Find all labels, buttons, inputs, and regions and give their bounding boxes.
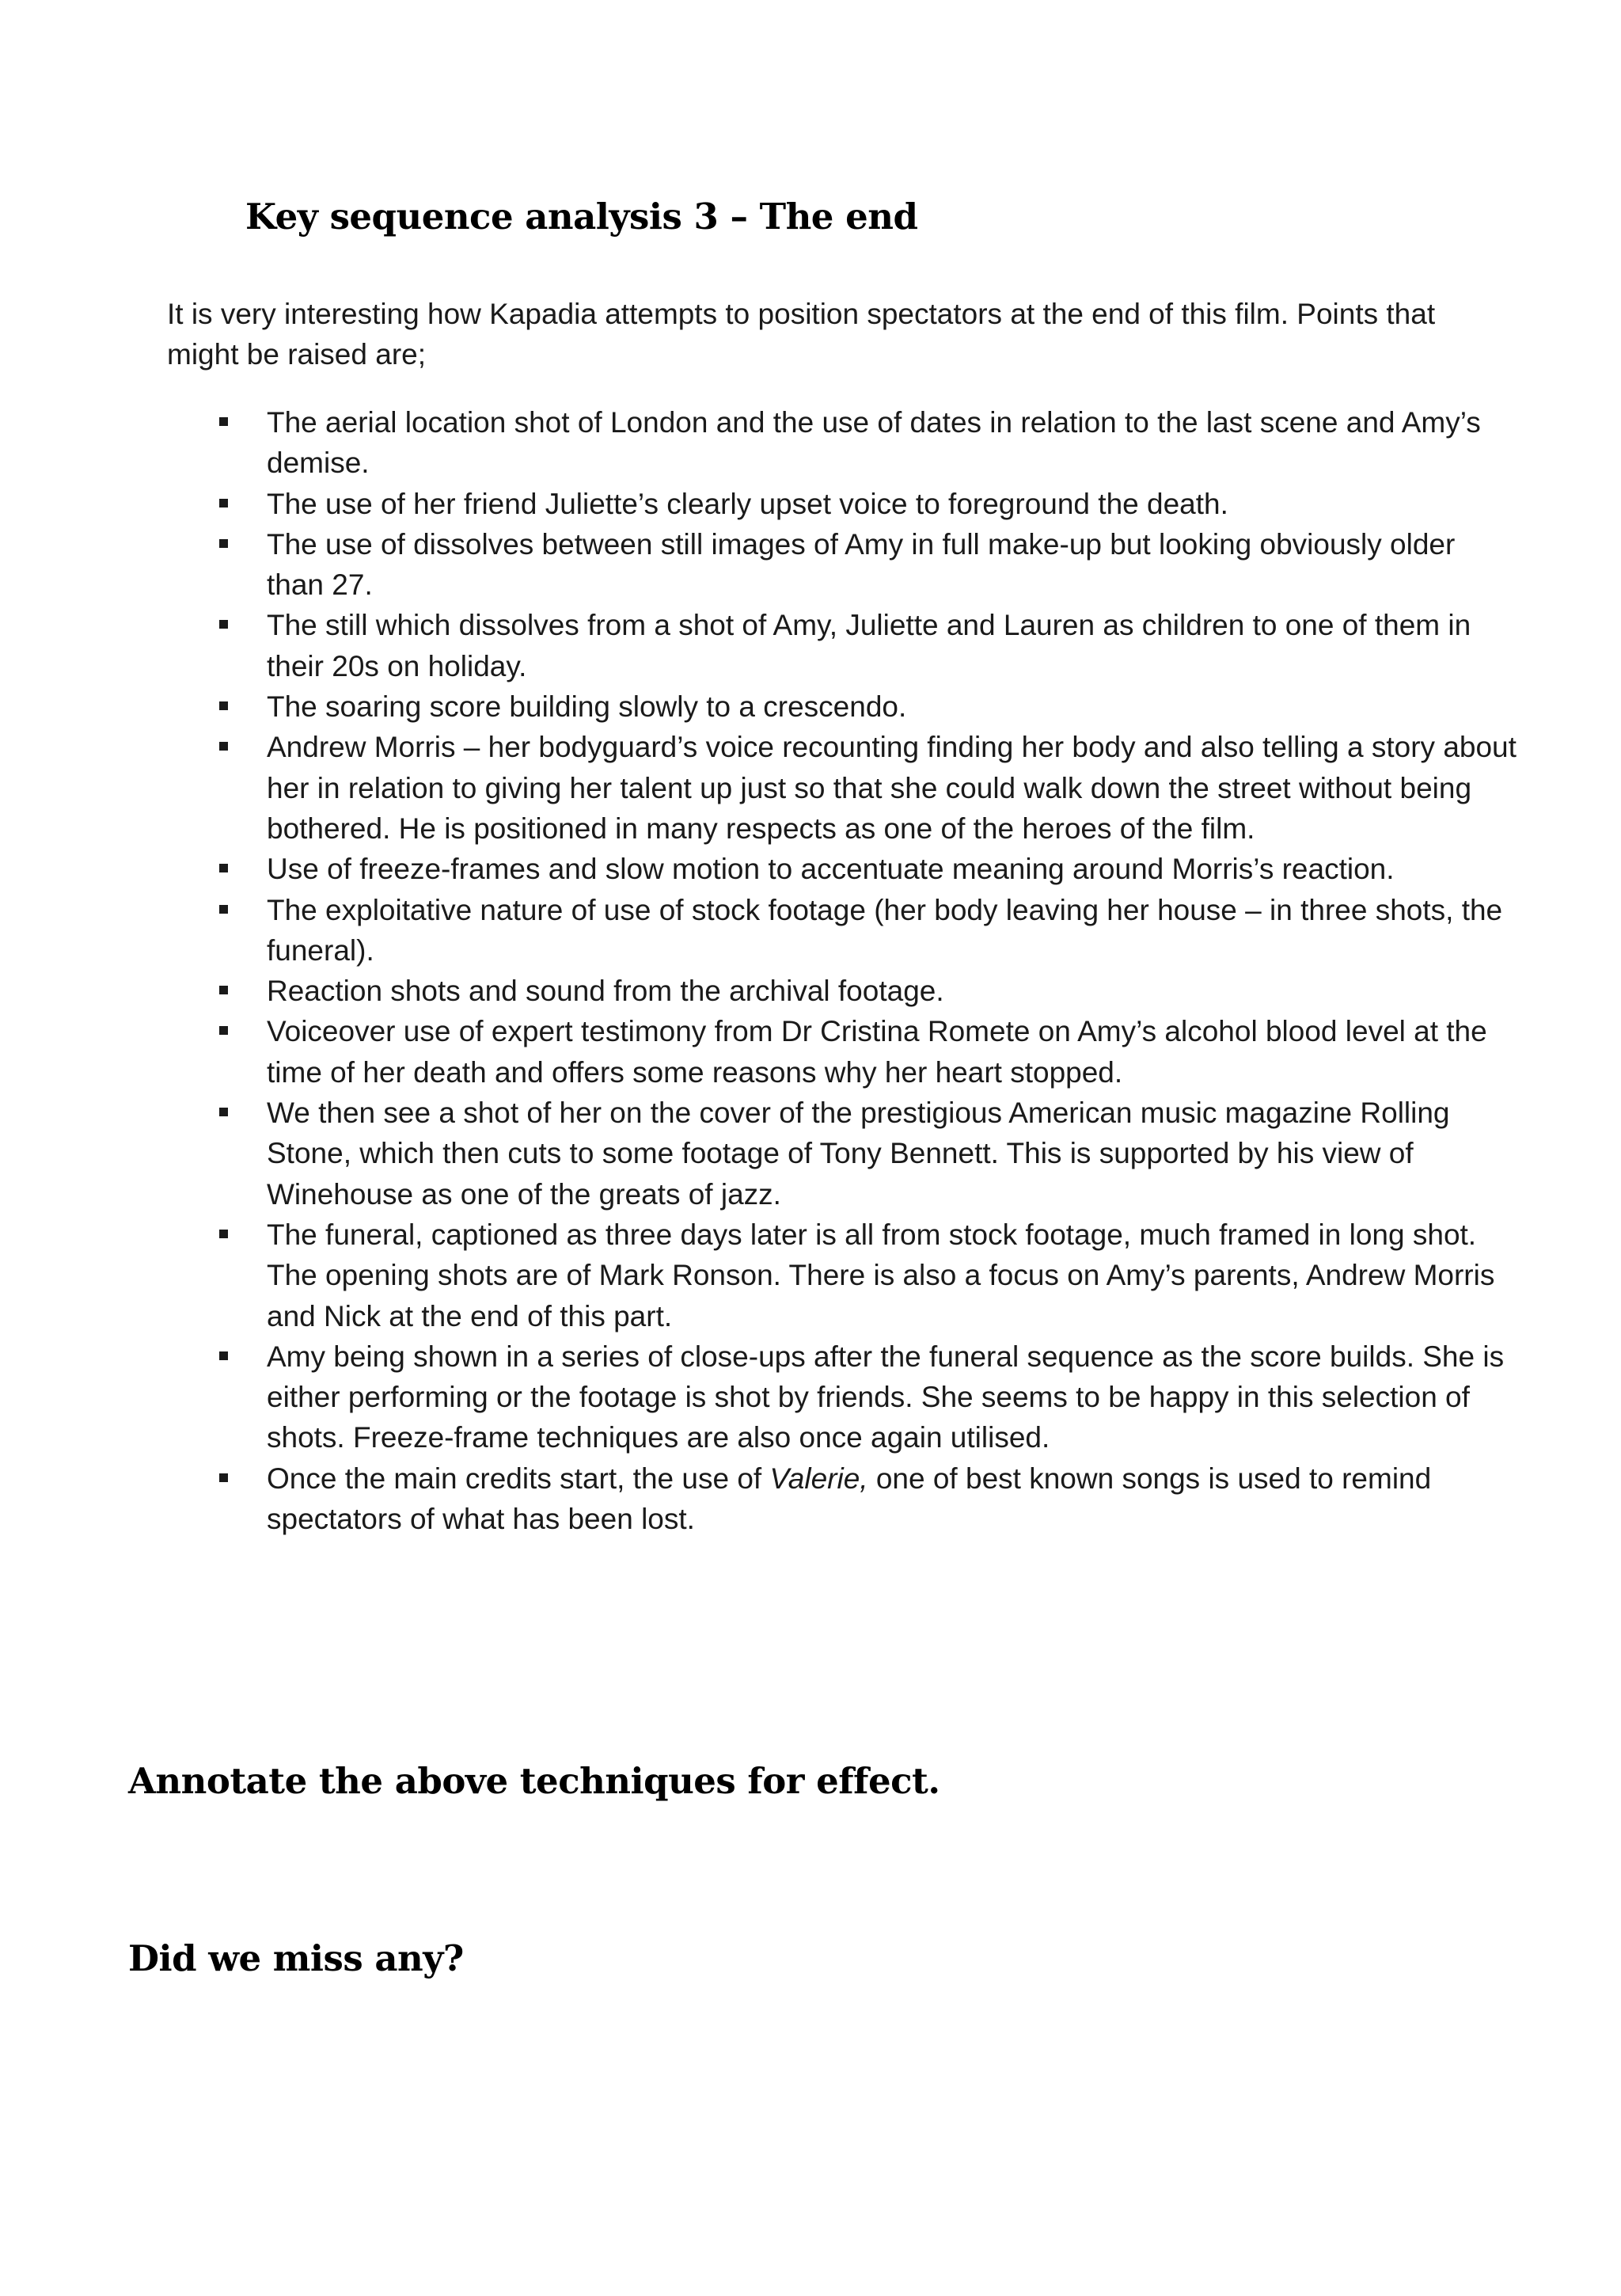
square-bullet-icon <box>219 905 228 914</box>
square-bullet-icon <box>219 701 228 710</box>
square-bullet-icon <box>219 1230 228 1238</box>
list-item: Andrew Morris – her bodyguard’s voice recounting finding her body and also telling a story about her in relation to giving her talent up just so that she could walk down the street without being bothered. He is positioned in many respects as one of the heroes of the film. <box>162 727 1533 849</box>
list-item: Once the main credits start, the use of Valerie, one of best known songs is used to remind spectators of what has been lost. <box>162 1458 1533 1540</box>
bullet-list <box>162 402 1533 1539</box>
page-title: Key sequence analysis 3 – The end <box>245 196 918 238</box>
scanned-text-block <box>162 289 1533 1665</box>
list-item: Voiceover use of expert testimony from Dr Cristina Romete on Amy’s alcohol blood level at the time of her death and offers some reasons why her heart stopped. <box>162 1011 1533 1093</box>
square-bullet-icon <box>219 620 228 629</box>
list-item: The use of her friend Juliette’s clearly upset voice to foreground the death. <box>162 484 1533 524</box>
square-bullet-icon <box>219 1351 228 1360</box>
list-item: The use of dissolves between still images of Amy in full make-up but looking obviously older than 27. <box>162 524 1533 606</box>
square-bullet-icon <box>219 1026 228 1035</box>
square-bullet-icon <box>219 864 228 872</box>
square-bullet-icon <box>219 986 228 994</box>
missed-prompt: Did we miss any? <box>128 1937 464 1979</box>
list-item: The aerial location shot of London and the use of dates in relation to the last scene and Amy’s demise. <box>162 402 1533 484</box>
list-item: Reaction shots and sound from the archival footage. <box>162 971 1533 1011</box>
annotate-prompt: Annotate the above techniques for effect. <box>128 1760 940 1802</box>
list-item: The still which dissolves from a shot of Amy, Juliette and Lauren as children to one of them in their 20s on holiday. <box>162 605 1533 686</box>
list-item: Use of freeze-frames and slow motion to accentuate meaning around Morris’s reaction. <box>162 849 1533 889</box>
intro-paragraph: It is very interesting how Kapadia attempts to position spectators at the end of this film. Points that might be raised are; <box>167 298 1436 371</box>
square-bullet-icon <box>219 742 228 751</box>
square-bullet-icon <box>219 539 228 548</box>
list-item: The soaring score building slowly to a crescendo. <box>162 686 1533 727</box>
list-item: Amy being shown in a series of close-ups after the funeral sequence as the score builds. She is either performing or the footage is shot by friends. She seems to be happy in this selection of shots. Freeze-frame techniques are also once again utilised. <box>162 1336 1533 1458</box>
list-item: We then see a shot of her on the cover of the prestigious American music magazine Rolling Stone, which then cuts to some footage of Tony Bennett. This is supported by his view of Winehouse as one of the greats of jazz. <box>162 1093 1533 1215</box>
list-item: The funeral, captioned as three days later is all from stock footage, much framed in long shot. The opening shots are of Mark Ronson. There is also a focus on Amy’s parents, Andrew Morris and Nick at the end of this part. <box>162 1215 1533 1336</box>
square-bullet-icon <box>219 417 228 426</box>
square-bullet-icon <box>219 1473 228 1482</box>
list-item: The exploitative nature of use of stock footage (her body leaving her house – in three shots, the funeral). <box>162 890 1533 971</box>
square-bullet-icon <box>219 499 228 507</box>
square-bullet-icon <box>219 1108 228 1116</box>
